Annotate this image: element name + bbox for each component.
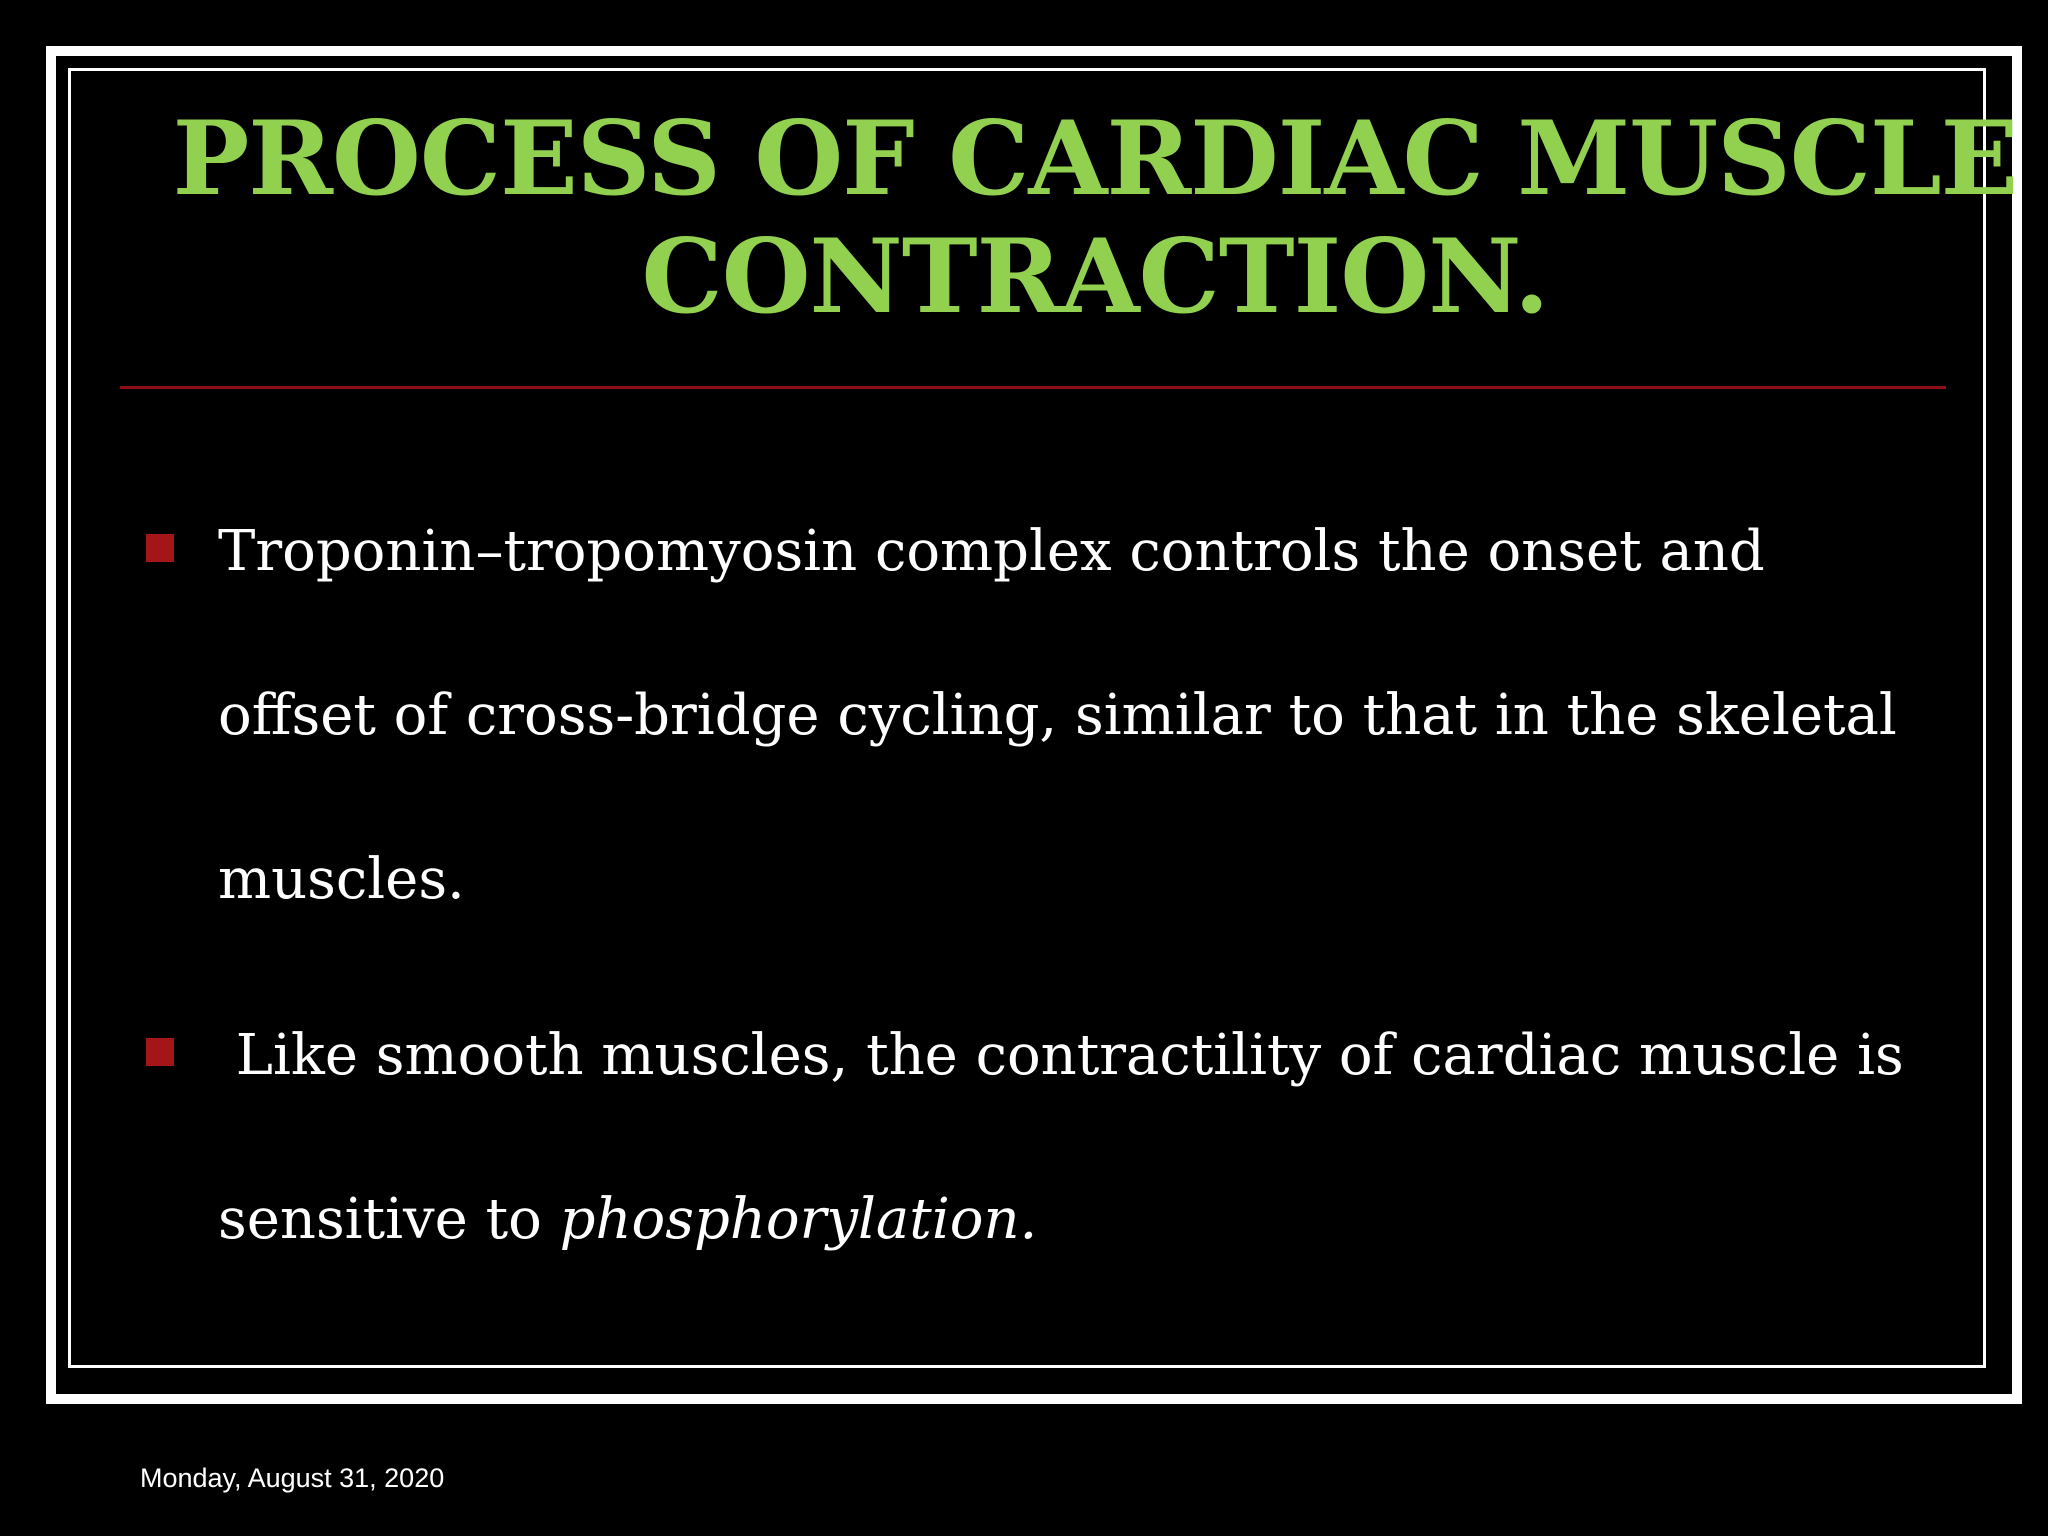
title-line-1: PROCESS OF CARDIAC MUSCLE (172, 99, 2018, 219)
bullet-text-plain: sensitive to (218, 1187, 560, 1252)
footer-date: Monday, August 31, 2020 (140, 1463, 445, 1493)
bullet-text-line (218, 1138, 1940, 1302)
bullet-text-line: muscles. (218, 847, 465, 912)
square-bullet-icon (146, 1038, 174, 1066)
bullet-item-troponin (140, 470, 1940, 962)
bullet-item-smooth-muscles (140, 974, 1940, 1302)
title-line-2: CONTRACTION. (641, 217, 1549, 337)
square-bullet-icon (146, 534, 174, 562)
bullet-text-line: Troponin–tropomyosin complex controls the onset and (218, 519, 1765, 584)
title-divider (120, 386, 1946, 389)
bullet-text-line: Like smooth muscles, the contractility of cardiac muscle is (218, 1023, 1904, 1088)
bullet-text-italic: phosphorylation. (559, 1187, 1038, 1252)
slide-title (100, 100, 2048, 336)
bullet-list (140, 470, 1940, 1314)
bullet-text-line: offset of cross-bridge cycling, similar to that in the skeletal (218, 683, 1897, 748)
